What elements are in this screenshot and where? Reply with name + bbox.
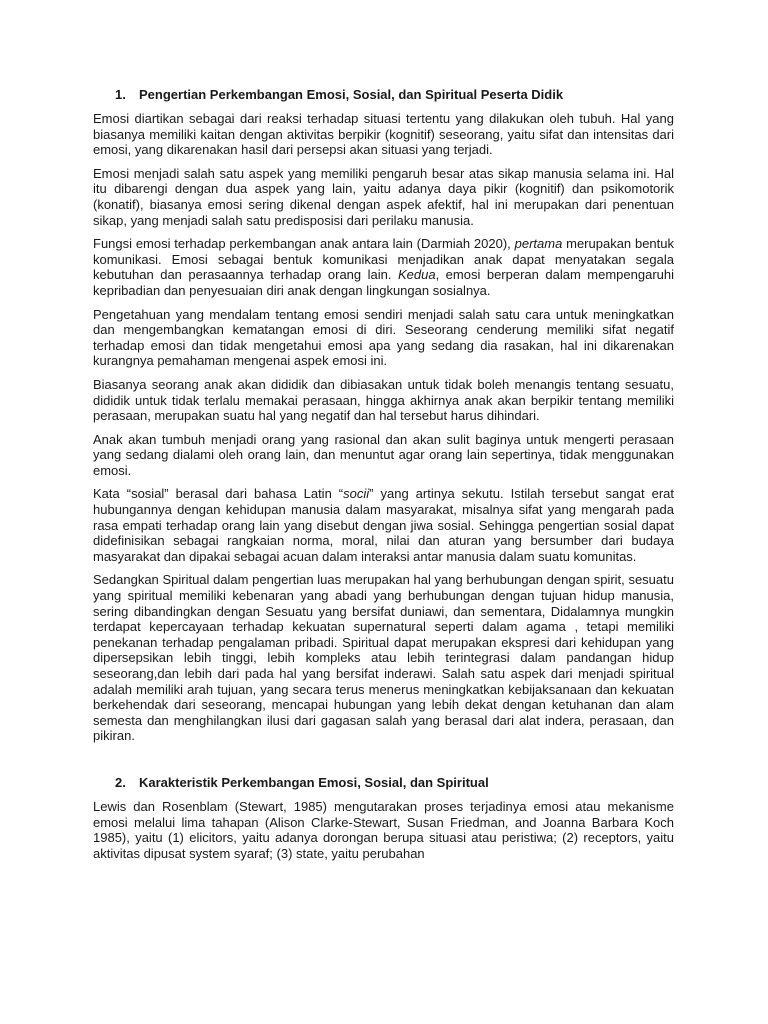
text-run: merupakan bentuk komunikasi. Emosi sebagai bentuk komunikasi menjadikan anak dapat menyatakan segala kebutuhan dan perasaannya terhadap orang lain. [93, 236, 674, 283]
paragraph-spiritual-definition: Sedangkan Spiritual dalam pengertian luas merupakan hal yang berhubungan dengan spirit, sesuatu yang spiritual memiliki kebenaran yang abadi yang berhubungan dengan tujuan hidup manusia, sering dibandingkan dengan Sesuatu yang bersifat duniawi, dan sementara, Didalamnya mungkin terdapat kepercayaan terhadap kekuatan supernatural seperti dalam agama , tetapi memiliki penekanan terhadap pengalaman pribadi. Spiritual dapat merupakan ekspresi dari kehidupan yang dipersepsikan lebih tinggi, lebih kompleks atau lebih terintegrasi dalam pandangan hidup seseorang,dan lebih dari pada hal yang bersifat inderawi. Salah satu aspek dari menjadi spiritual adalah memiliki arah tujuan, yang secara terus menerus meningkatkan kebijaksanaan dan kekuatan berkehendak dari seseorang, mencapai hubungan yang lebih dekat dengan ketuhanan dan alam semesta dan menghilangkan ilusi dari gagasan salah yang berasal dari alat indera, perasaan, dan pikiran. [93, 572, 674, 744]
section-1-number: 1. [115, 87, 126, 102]
section-1-title: Pengertian Perkembangan Emosi, Sosial, dan Spiritual Peserta Didik [139, 87, 564, 102]
paragraph-rational-child: Anak akan tumbuh menjadi orang yang rasional dan akan sulit baginya untuk mengerti perasaan yang sedang dialami oleh orang lain, dan menuntut agar orang lain sepertinya, tidak menggunakan emosi. [93, 431, 674, 478]
text-run: Fungsi emosi terhadap perkembangan anak antara lain (Darmiah 2020), [93, 236, 515, 252]
section-1-heading [93, 86, 674, 103]
paragraph-emosi-knowledge: Pengetahuan yang mendalam tentang emosi sendiri menjadi salah satu cara untuk meningkatkan dan mengembangkan kematangan emosi di diri. Seseorang cenderung memiliki sifat negatif terhadap emosi dan tidak mengetahui emosi apa yang sedang dia rasakan, hal ini dikarenakan kurangnya pemahaman mengenai aspek emosi ini. [93, 306, 674, 369]
text-run: ” yang artinya sekutu. Istilah tersebut sangat erat hubungannya dengan kehidupan manusia dalam masyarakat, misalnya sifat yang mengarah pada rasa empati terhadap orang lain yang disebut dengan jiwa sosial. Sehingga pengertian sosial dapat didefinisikan sebagai rangkaian norma, moral, nilai dan aturan yang bersumber dari budaya masyarakat dan dipakai sebagai acuan dalam interaksi antar manusia dalam suatu komunitas. [93, 486, 674, 564]
paragraph-child-education: Biasanya seorang anak akan dididik dan dibiasakan untuk tidak boleh menangis tentang sesuatu, dididik untuk tidak terlalu memakai perasaan, hingga akhirnya anak akan berpikir tentang memiliki perasaan, merupakan suatu hal yang negatif dan hal tersebut harus dihindari. [93, 376, 674, 424]
paragraph-emosi-definition: Emosi diartikan sebagai dari reaksi terhadap situasi tertentu yang dilakukan oleh tubuh. Hal yang biasanya memiliki kaitan dengan aktivitas berpikir (kognitif) seseorang, yaitu sifat dan intensitas dari emosi, yang dikarenakan hasil dari persepsi akan situasi yang terjadi. [93, 111, 674, 158]
document-body [93, 86, 674, 869]
paragraph-emotion-mechanism: Lewis dan Rosenblam (Stewart, 1985) mengutarakan proses terjadinya emosi atau mekanisme emosi melalui lima tahapan (Alison Clarke-Stewart, Susan Friedman, and Joanna Barbara Koch 1985), yaitu (1) elicitors, yaitu adanya dorongan berupa situasi atau peristiwa; (2) receptors, yaitu aktivitas dipusat system syaraf; (3) state, yaitu perubahan [93, 798, 674, 861]
text-run: Kata “sosial” berasal dari bahasa Latin “ [93, 486, 344, 502]
text-run: , emosi berperan dalam mempengaruhi kepribadian dan penyesuaian diri anak dengan lingkungan sosialnya. [93, 267, 674, 298]
paragraph-emosi-function [93, 236, 674, 298]
italic-pertama: pertama [514, 236, 563, 252]
italic-kedua: Kedua [397, 267, 436, 283]
italic-socii: socii [343, 486, 370, 502]
section-2-number: 2. [115, 774, 126, 790]
paragraph-sosial-definition [93, 486, 674, 564]
paragraph-emosi-aspect: Emosi menjadi salah satu aspek yang memiliki pengaruh besar atas sikap manusia selama ini. Hal itu dibarengi dengan dua aspek yang lain, yaitu adanya daya pikir (kognitif) dan psikomotorik (konatif), biasanya emosi sering dikenal dengan aspek afektif, hal ini merupakan dari penentuan sikap, yang menjadi salah satu predisposisi dari perilaku manusia. [93, 165, 674, 228]
section-2-heading [93, 774, 674, 791]
section-2-title: Karakteristik Perkembangan Emosi, Sosial, dan Spiritual [139, 774, 489, 790]
